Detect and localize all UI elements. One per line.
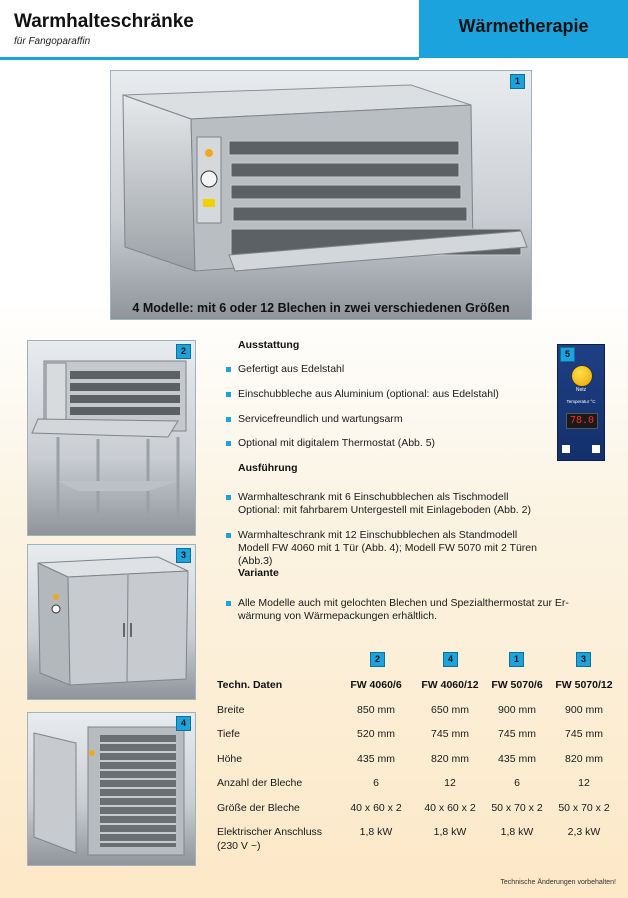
list-item-text: Warmhalteschrank mit 6 Einschubblechen als Tischmodell — [238, 491, 509, 503]
list-item-text: Modell FW 4060 mit 1 Tür (Abb. 4); Modell FW 5070 mit 2 Türen (Abb.3) — [238, 542, 537, 567]
figure-badge: 1 — [510, 74, 525, 89]
table-cell: Elektrischer Anschluss — [217, 826, 323, 838]
photo-caption: 4 Modelle: mit 6 oder 12 Blechen in zwei verschiedenen Größen — [132, 301, 510, 315]
power-switch-icon — [571, 365, 593, 387]
table-cell: 435 mm — [357, 753, 395, 765]
table-cell: 520 mm — [357, 728, 395, 740]
header-rule — [0, 57, 419, 60]
list-item — [226, 363, 566, 376]
list-item-text: Einschubbleche aus Aluminium (optional: aus Edelstahl) — [238, 388, 499, 400]
cabinet-open-photo — [27, 712, 196, 866]
table-cell: 12 — [578, 777, 590, 789]
category-box — [419, 0, 628, 58]
warming-cabinet-illustration — [111, 71, 531, 319]
table-cell: 745 mm — [498, 728, 536, 740]
open-cabinet-illustration — [28, 713, 195, 865]
page-title: Warmhalteschränke — [14, 11, 194, 32]
footer-note: Technische Änderungen vorbehalten! — [500, 879, 616, 886]
list-item — [226, 597, 586, 623]
list-item-text: Optional mit digitalem Thermostat (Abb. 5) — [238, 437, 436, 449]
table-header-cell: FW 5070/12 — [555, 679, 613, 691]
table-model-photo — [27, 340, 196, 536]
table-cell: 820 mm — [431, 753, 469, 765]
figure-badge: 3 — [176, 548, 191, 563]
table-cell: 745 mm — [431, 728, 469, 740]
figure-badge: 5 — [560, 347, 575, 362]
table-header-cell: FW 4060/12 — [421, 679, 479, 691]
table-cell: (230 V ~) — [217, 840, 261, 852]
main-product-photo — [110, 70, 532, 320]
list-item — [226, 491, 566, 517]
two-door-cabinet-illustration — [28, 545, 195, 699]
table-cell: 40 x 60 x 2 — [350, 802, 402, 814]
section-title: Ausstattung — [238, 339, 300, 351]
list-item — [226, 529, 566, 568]
category-label: Wärmetherapie — [458, 16, 589, 36]
section-title: Ausführung — [238, 462, 298, 474]
list-item-text: Optional: mit fahrbarem Untergestell mit Einlageboden (Abb. 2) — [238, 504, 531, 516]
table-cell: Höhe — [217, 753, 243, 765]
table-cell: 900 mm — [565, 704, 603, 716]
table-figure-badge: 1 — [509, 652, 524, 667]
table-header-cell: FW 4060/6 — [350, 679, 402, 691]
section-title: Variante — [238, 567, 279, 579]
cabinet-closed-photo — [27, 544, 196, 700]
table-cell: Größe der Bleche — [217, 802, 300, 814]
table-cell: 1,8 kW — [359, 826, 393, 838]
table-header-cell: FW 5070/6 — [491, 679, 543, 691]
table-header-cell: Techn. Daten — [217, 679, 283, 691]
table-cell: Anzahl der Bleche — [217, 777, 303, 789]
temperature-label: Temperatur °C — [566, 399, 596, 404]
table-figure-badge: 4 — [443, 652, 458, 667]
list-item-text: Warmhalteschrank mit 12 Einschubblechen als Standmodell — [238, 529, 518, 541]
list-item — [226, 413, 566, 426]
list-item — [226, 437, 566, 450]
cabinet-on-stand-illustration — [28, 341, 195, 535]
table-cell: 12 — [444, 777, 456, 789]
table-cell: 820 mm — [565, 753, 603, 765]
table-cell: 650 mm — [431, 704, 469, 716]
figure-badge: 2 — [176, 344, 191, 359]
list-item-text: Alle Modelle auch mit gelochten Blechen und Spezialthermostat zur Er- — [238, 597, 569, 609]
temperature-display: 78.0 — [566, 413, 598, 429]
list-item — [226, 388, 566, 401]
table-cell: 6 — [514, 777, 520, 789]
table-cell: 1,8 kW — [433, 826, 467, 838]
table-figure-badge: 3 — [576, 652, 591, 667]
figure-badge: 4 — [176, 716, 191, 731]
table-cell: Breite — [217, 704, 245, 716]
list-item-text: wärmung von Wärmepackungen erhältlich. — [238, 610, 438, 622]
table-cell: 900 mm — [498, 704, 536, 716]
table-cell: 435 mm — [498, 753, 536, 765]
page-header — [0, 0, 628, 58]
table-cell: 50 x 70 x 2 — [558, 802, 610, 814]
table-cell: 50 x 70 x 2 — [491, 802, 543, 814]
table-cell: 2,3 kW — [567, 826, 601, 838]
table-cell: 40 x 60 x 2 — [424, 802, 476, 814]
page-subtitle: für Fangoparaffin — [14, 36, 91, 47]
ce-mark-icon — [592, 445, 600, 453]
list-item-text: Servicefreundlich und wartungsarm — [238, 413, 403, 425]
table-cell: 745 mm — [565, 728, 603, 740]
table-cell: 850 mm — [357, 704, 395, 716]
table-cell: Tiefe — [217, 728, 240, 740]
table-figure-badge: 2 — [370, 652, 385, 667]
table-cell: 6 — [373, 777, 379, 789]
list-item-text: Gefertigt aus Edelstahl — [238, 363, 345, 375]
table-cell: 1,8 kW — [500, 826, 534, 838]
netz-label: Netz — [575, 387, 587, 393]
